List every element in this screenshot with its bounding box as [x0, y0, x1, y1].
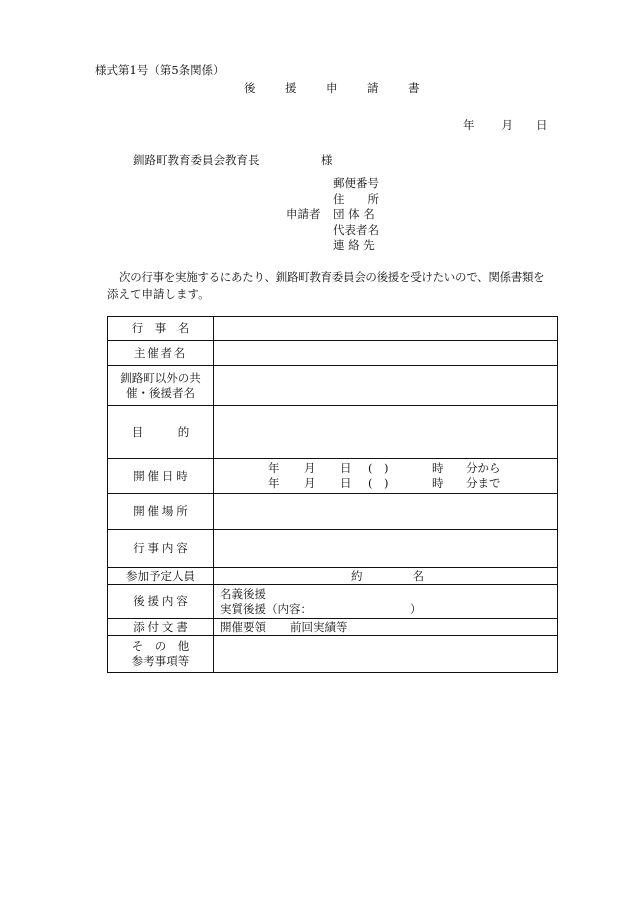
applicant-field: 住 所	[333, 191, 379, 206]
table-row	[108, 341, 558, 366]
application-form-table	[107, 316, 558, 673]
label-organizer: 主催者名	[108, 341, 214, 366]
title-char: 申	[326, 81, 338, 95]
label-event-name: 行 事 名	[108, 317, 214, 341]
month-label: 月	[304, 476, 316, 490]
label-attachments: 添付文書	[108, 619, 214, 636]
participants-field[interactable]	[214, 568, 558, 585]
table-row	[108, 530, 558, 568]
organizer-field[interactable]	[214, 341, 558, 366]
label-participants: 参加予定人員	[108, 568, 214, 585]
purpose-field[interactable]	[214, 406, 558, 459]
label-datetime: 開催日時	[108, 459, 214, 494]
body-text-line2: 添えて申請します。	[107, 287, 210, 301]
datetime-field[interactable]	[214, 459, 558, 494]
minute-from-label: 分から	[466, 461, 501, 475]
label-other	[108, 636, 214, 673]
other-line1: そ の 他	[131, 639, 190, 653]
participants-unit: 名	[412, 569, 424, 583]
support-actual-option[interactable]	[220, 602, 557, 617]
title-char: 請	[367, 81, 379, 95]
participants-approx: 約	[351, 569, 363, 583]
datetime-start	[268, 461, 557, 476]
table-row	[108, 317, 558, 341]
date-month: 月	[501, 118, 513, 132]
hour-label: 時	[432, 461, 444, 475]
date-year: 年	[463, 118, 475, 132]
support-actual-label: 実質後援（内容：	[220, 601, 312, 616]
content-field[interactable]	[214, 530, 558, 568]
year-label: 年	[268, 461, 280, 475]
weekday-paren: ( )	[368, 461, 389, 475]
co-sponsor-field[interactable]	[214, 366, 558, 406]
label-support-content: 後援内容	[108, 585, 214, 619]
year-label: 年	[268, 476, 280, 490]
date-line	[463, 120, 548, 132]
other-field[interactable]	[214, 636, 558, 673]
table-row	[108, 619, 558, 636]
applicant-field: 郵便番号	[333, 176, 379, 190]
applicant-field: 代表者名	[333, 222, 379, 237]
label-co-sponsor	[108, 366, 214, 406]
table-row	[108, 366, 558, 406]
addressee-honorific: 様	[321, 153, 333, 167]
table-row	[108, 568, 558, 585]
addressee-name: 釧路町教育委員会教育長	[133, 153, 260, 167]
document-title	[244, 83, 420, 95]
applicant-field: 連 絡 先	[333, 238, 375, 252]
co-sponsor-line2: 催・後援者名	[126, 385, 195, 400]
label-content: 行事内容	[108, 530, 214, 568]
attachment-2: 前回実績等	[290, 620, 348, 634]
applicant-fields	[333, 178, 379, 256]
support-actual-close: ）	[410, 601, 422, 616]
minute-until-label: 分まで	[466, 476, 501, 490]
venue-field[interactable]	[214, 494, 558, 530]
event-name-field[interactable]	[214, 317, 558, 341]
weekday-paren: ( )	[368, 476, 389, 490]
form-number: 様式第1号（第5条関係）	[95, 63, 225, 77]
support-content-field[interactable]	[214, 585, 558, 619]
attachments-field[interactable]	[214, 619, 558, 636]
title-char: 援	[285, 81, 297, 95]
datetime-end	[268, 476, 557, 491]
label-venue: 開催場所	[108, 494, 214, 530]
table-row	[108, 459, 558, 494]
title-char: 書	[408, 81, 420, 95]
body-text-line1: 次の行事を実施するにあたり、釧路町教育委員会の後援を受けたいので、関係書類を	[119, 270, 545, 284]
table-row	[108, 585, 558, 619]
month-label: 月	[304, 461, 316, 475]
day-label: 日	[340, 476, 352, 490]
applicant-label: 申請者	[286, 207, 321, 221]
applicant-field: 団 体 名	[333, 207, 375, 221]
attachment-1: 開催要領	[220, 620, 266, 634]
co-sponsor-line1: 釧路町以外の共	[120, 370, 201, 385]
other-line2: 参考事項等	[131, 654, 190, 668]
support-name-option[interactable]: 名義後援	[220, 586, 266, 601]
hour-label: 時	[432, 476, 444, 490]
label-purpose: 目 的	[108, 406, 214, 459]
table-row	[108, 494, 558, 530]
table-row	[108, 636, 558, 673]
day-label: 日	[340, 461, 352, 475]
table-row	[108, 406, 558, 459]
date-day: 日	[536, 118, 548, 132]
title-char: 後	[244, 81, 256, 95]
